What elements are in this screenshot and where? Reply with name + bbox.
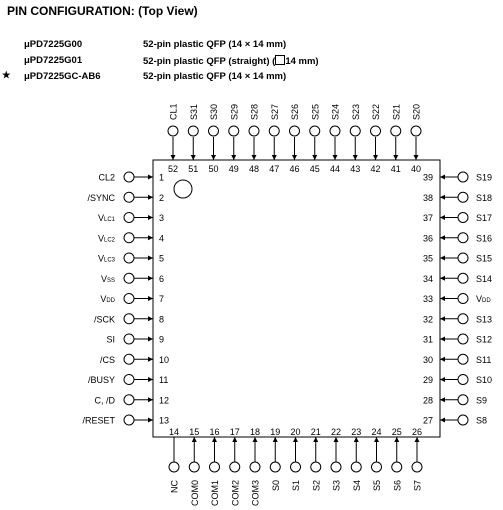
pin-circle	[124, 253, 134, 263]
pin-circle	[124, 314, 134, 324]
pin-label: /BUSY	[87, 375, 115, 385]
pin-number: 50	[208, 164, 219, 174]
pin-label: VLC3	[97, 253, 115, 264]
pin-circle	[372, 462, 382, 472]
pin-label: S16	[476, 233, 493, 244]
pin-number: 9	[159, 334, 165, 345]
pin-circle	[351, 462, 361, 472]
pin-label: S19	[476, 172, 493, 183]
pin-label: CL2	[98, 172, 115, 183]
pin-label: /SYNC	[87, 192, 115, 203]
arrow-icon	[440, 397, 445, 402]
pin-label: /SCK	[93, 314, 115, 325]
pin-number: 43	[350, 164, 361, 174]
pin-number: 12	[159, 395, 170, 406]
arrow-icon	[148, 276, 153, 281]
pin-circle	[458, 375, 468, 385]
pin-number: 34	[422, 273, 433, 284]
pin-label: CL1	[168, 103, 179, 120]
pin-label: COM0	[189, 480, 200, 507]
part-number: μPD7225G00	[24, 39, 83, 50]
pin-circle	[210, 462, 220, 472]
pin-number: 45	[309, 164, 320, 174]
pin-number: 26	[411, 427, 423, 437]
pin-circle	[331, 462, 341, 472]
pin-circle	[458, 233, 468, 243]
arrow-icon	[148, 256, 153, 261]
pin-label: COM2	[230, 480, 241, 507]
pin-circle	[330, 126, 340, 136]
pin-circle	[124, 172, 134, 182]
arrow-icon	[440, 377, 445, 382]
arrow-icon	[313, 437, 318, 442]
pin-number: 2	[159, 192, 165, 203]
arrow-icon	[148, 337, 153, 342]
pin-label: S15	[476, 253, 493, 264]
pin-label: S30	[209, 103, 219, 120]
pin-circle	[458, 253, 468, 263]
pin-circle	[270, 462, 280, 472]
pin-number: 42	[370, 164, 381, 174]
pin-label: S13	[476, 314, 493, 325]
arrow-icon	[440, 337, 445, 342]
pin-circle	[458, 273, 468, 283]
arrow-icon	[394, 437, 399, 442]
pin-label: S11	[476, 354, 492, 365]
pin-label: S9	[476, 395, 488, 406]
package-description: 52-pin plastic QFP (14 × 14 mm)	[143, 39, 287, 50]
pin-number: 33	[422, 294, 433, 304]
pin-label: VSS	[100, 273, 115, 284]
pin-number: 11	[159, 375, 169, 385]
arrow-icon	[440, 175, 445, 180]
pin-number: 29	[422, 375, 433, 385]
pin-number: 48	[248, 164, 260, 174]
arrow-icon	[171, 155, 176, 160]
arrow-icon	[293, 437, 298, 442]
pin-number: 27	[422, 415, 433, 426]
pin-label: S24	[330, 103, 341, 120]
pin-label: S1	[291, 480, 301, 492]
arrow-icon	[440, 195, 445, 200]
arrow-icon	[440, 276, 445, 281]
arrow-icon	[353, 155, 358, 160]
pin-label: C, /D	[94, 395, 115, 406]
arrow-icon	[292, 155, 297, 160]
pin-number: 39	[422, 172, 433, 183]
pin-number: 32	[422, 314, 433, 325]
pin-circle	[458, 334, 468, 344]
pin-label: S31	[188, 103, 199, 120]
pin-circle	[458, 172, 468, 182]
part-number: μPD7225G01	[24, 55, 83, 66]
arrow-icon	[440, 235, 445, 240]
pin-number: 23	[351, 427, 362, 437]
arrow-icon	[440, 316, 445, 321]
pin-number: 6	[159, 273, 165, 284]
pin-number: 28	[422, 395, 433, 406]
arrow-icon	[148, 316, 153, 321]
arrow-icon	[211, 155, 216, 160]
pin-circle	[371, 126, 381, 136]
arrow-icon	[374, 437, 379, 442]
package-description: 52-pin plastic QFP (14 × 14 mm)	[143, 71, 287, 82]
pin-number: 17	[229, 427, 240, 437]
pin-label: S0	[270, 480, 281, 492]
pin-circle	[124, 192, 134, 202]
pin-number: 14	[168, 427, 180, 437]
arrow-icon	[333, 155, 338, 160]
pin-number: 10	[159, 354, 170, 365]
arrow-icon	[148, 357, 153, 362]
pin-label: VLC1	[97, 213, 115, 223]
arrow-icon	[440, 256, 445, 261]
pin-label: NC	[169, 480, 180, 493]
pin-circle	[250, 462, 260, 472]
pin-label: S26	[290, 103, 300, 120]
arrow-icon	[415, 437, 420, 442]
pin-circle	[310, 126, 320, 136]
pin-circle	[269, 126, 279, 136]
pin-label: VDD	[100, 294, 115, 304]
pin-label: S5	[372, 480, 382, 492]
part-number: μPD7225GC-AB6	[24, 71, 101, 82]
pin-label: S27	[269, 103, 280, 120]
arrow-icon	[440, 418, 445, 423]
pin-number: 22	[330, 427, 342, 437]
pin-circle	[458, 354, 468, 364]
pin-circle	[189, 462, 199, 472]
pin-label: S4	[351, 480, 362, 492]
pin-label: S17	[476, 213, 493, 223]
pin-circle	[458, 213, 468, 223]
package-description-head: 52-pin plastic QFP (straight) (	[143, 56, 276, 67]
pin-number: 8	[159, 314, 165, 325]
pin-circle	[458, 294, 468, 304]
pin-number: 1	[159, 172, 165, 183]
arrow-icon	[272, 155, 277, 160]
pin-number: 20	[290, 427, 301, 437]
arrow-icon	[148, 235, 153, 240]
package-description-tail: 14 mm)	[285, 56, 319, 67]
pin-circle	[458, 192, 468, 202]
pin-number: 13	[159, 415, 170, 426]
pin-label: VLC2	[97, 233, 115, 244]
pin-circle	[124, 415, 134, 425]
pin-label: S28	[249, 103, 260, 120]
pin-label: COM1	[210, 480, 220, 507]
pin-circle	[124, 375, 134, 385]
arrow-icon	[148, 377, 153, 382]
pin-label: S21	[391, 103, 402, 120]
pin-label: /RESET	[82, 415, 115, 426]
arrow-icon	[148, 195, 153, 200]
pin-label: S12	[476, 334, 493, 345]
pin-circle	[124, 395, 134, 405]
arrow-icon	[148, 175, 153, 180]
pin-number: 19	[270, 427, 281, 437]
pin-circle	[392, 462, 402, 472]
pin-label: S25	[310, 103, 321, 120]
arrow-icon	[191, 155, 196, 160]
pin-number: 36	[422, 233, 433, 244]
pin-circle	[124, 294, 134, 304]
arrow-icon	[440, 357, 445, 362]
pin-number: 51	[188, 164, 199, 174]
pin-number: 44	[329, 164, 341, 174]
pin-circle	[249, 126, 259, 136]
pin-number: 30	[422, 354, 433, 365]
pin-number: 31	[422, 334, 433, 345]
pin-label: VDD	[476, 294, 491, 304]
pin-circle	[230, 462, 240, 472]
pin-number: 41	[390, 164, 401, 174]
arrow-icon	[252, 155, 257, 160]
pin-circle	[209, 126, 219, 136]
pin-number: 25	[391, 427, 402, 437]
pin-label: S22	[371, 103, 381, 120]
pin-circle	[350, 126, 360, 136]
pin-number: 49	[228, 164, 239, 174]
arrow-icon	[312, 155, 317, 160]
pin-label: S6	[392, 480, 403, 492]
page-title: PIN CONFIGURATION: (Top View)	[7, 4, 198, 18]
arrow-icon	[148, 418, 153, 423]
pin-number: 3	[159, 213, 165, 223]
arrow-icon	[148, 397, 153, 402]
pin-circle	[188, 126, 198, 136]
arrow-icon	[253, 437, 258, 442]
arrow-icon	[373, 155, 378, 160]
pin-circle	[391, 126, 401, 136]
arrow-icon	[148, 296, 153, 301]
arrow-icon	[440, 296, 445, 301]
chip-body	[153, 160, 440, 437]
pin-circle	[290, 126, 300, 136]
pin-label: COM3	[250, 480, 261, 507]
pin-label: S8	[476, 415, 488, 426]
pin-label: SI	[106, 334, 115, 345]
pin-label: S23	[350, 103, 361, 120]
pin-number: 5	[159, 253, 165, 264]
pin-circle	[458, 395, 468, 405]
arrow-icon	[192, 437, 197, 442]
pin-circle	[169, 462, 179, 472]
pin-circle	[124, 213, 134, 223]
pin-label: S14	[476, 273, 493, 284]
arrow-icon	[232, 437, 237, 442]
pin-label: S10	[476, 375, 493, 385]
pin-number: 15	[189, 427, 200, 437]
arrow-icon	[212, 437, 217, 442]
pin-label: S29	[229, 103, 240, 120]
arrow-icon	[148, 215, 153, 220]
pin-number: 52	[167, 164, 179, 174]
pin-number: 40	[410, 164, 422, 174]
pin-number: 35	[422, 253, 433, 264]
arrow-icon	[414, 155, 419, 160]
pin-number: 18	[249, 427, 261, 437]
pin-circle	[229, 126, 239, 136]
new-part-star: ★	[2, 70, 11, 81]
pin-number: 4	[159, 233, 165, 244]
arrow-icon	[440, 215, 445, 220]
pin-number: 38	[422, 192, 433, 203]
arrow-icon	[231, 155, 236, 160]
pin-number: 24	[371, 427, 382, 437]
pin-number: 7	[159, 294, 165, 304]
arrow-icon	[393, 155, 398, 160]
pin-circle	[411, 126, 421, 136]
pin-label: S20	[411, 103, 422, 120]
arrow-icon	[354, 437, 359, 442]
pin-label: S3	[331, 480, 342, 492]
pin-circle	[124, 273, 134, 283]
pin-circle	[124, 233, 134, 243]
pin-circle	[168, 126, 178, 136]
pin-number: 37	[422, 213, 433, 223]
pin-number: 46	[289, 164, 300, 174]
pin-number: 16	[209, 427, 220, 437]
pin-circle	[458, 415, 468, 425]
pin-number: 47	[269, 164, 280, 174]
pin-circle	[124, 354, 134, 364]
arrow-icon	[273, 437, 278, 442]
pin-label: S18	[476, 192, 493, 203]
pin-circle	[412, 462, 422, 472]
pin-label: S7	[412, 480, 423, 492]
pin-label: /CS	[99, 354, 115, 365]
pin1-marker-icon	[174, 180, 192, 198]
pin-circle	[291, 462, 301, 472]
pin-label: S2	[311, 480, 322, 492]
arrow-icon	[334, 437, 339, 442]
pin-circle	[458, 314, 468, 324]
pin-circle	[311, 462, 321, 472]
pin-number: 21	[310, 427, 321, 437]
pin-circle	[124, 334, 134, 344]
